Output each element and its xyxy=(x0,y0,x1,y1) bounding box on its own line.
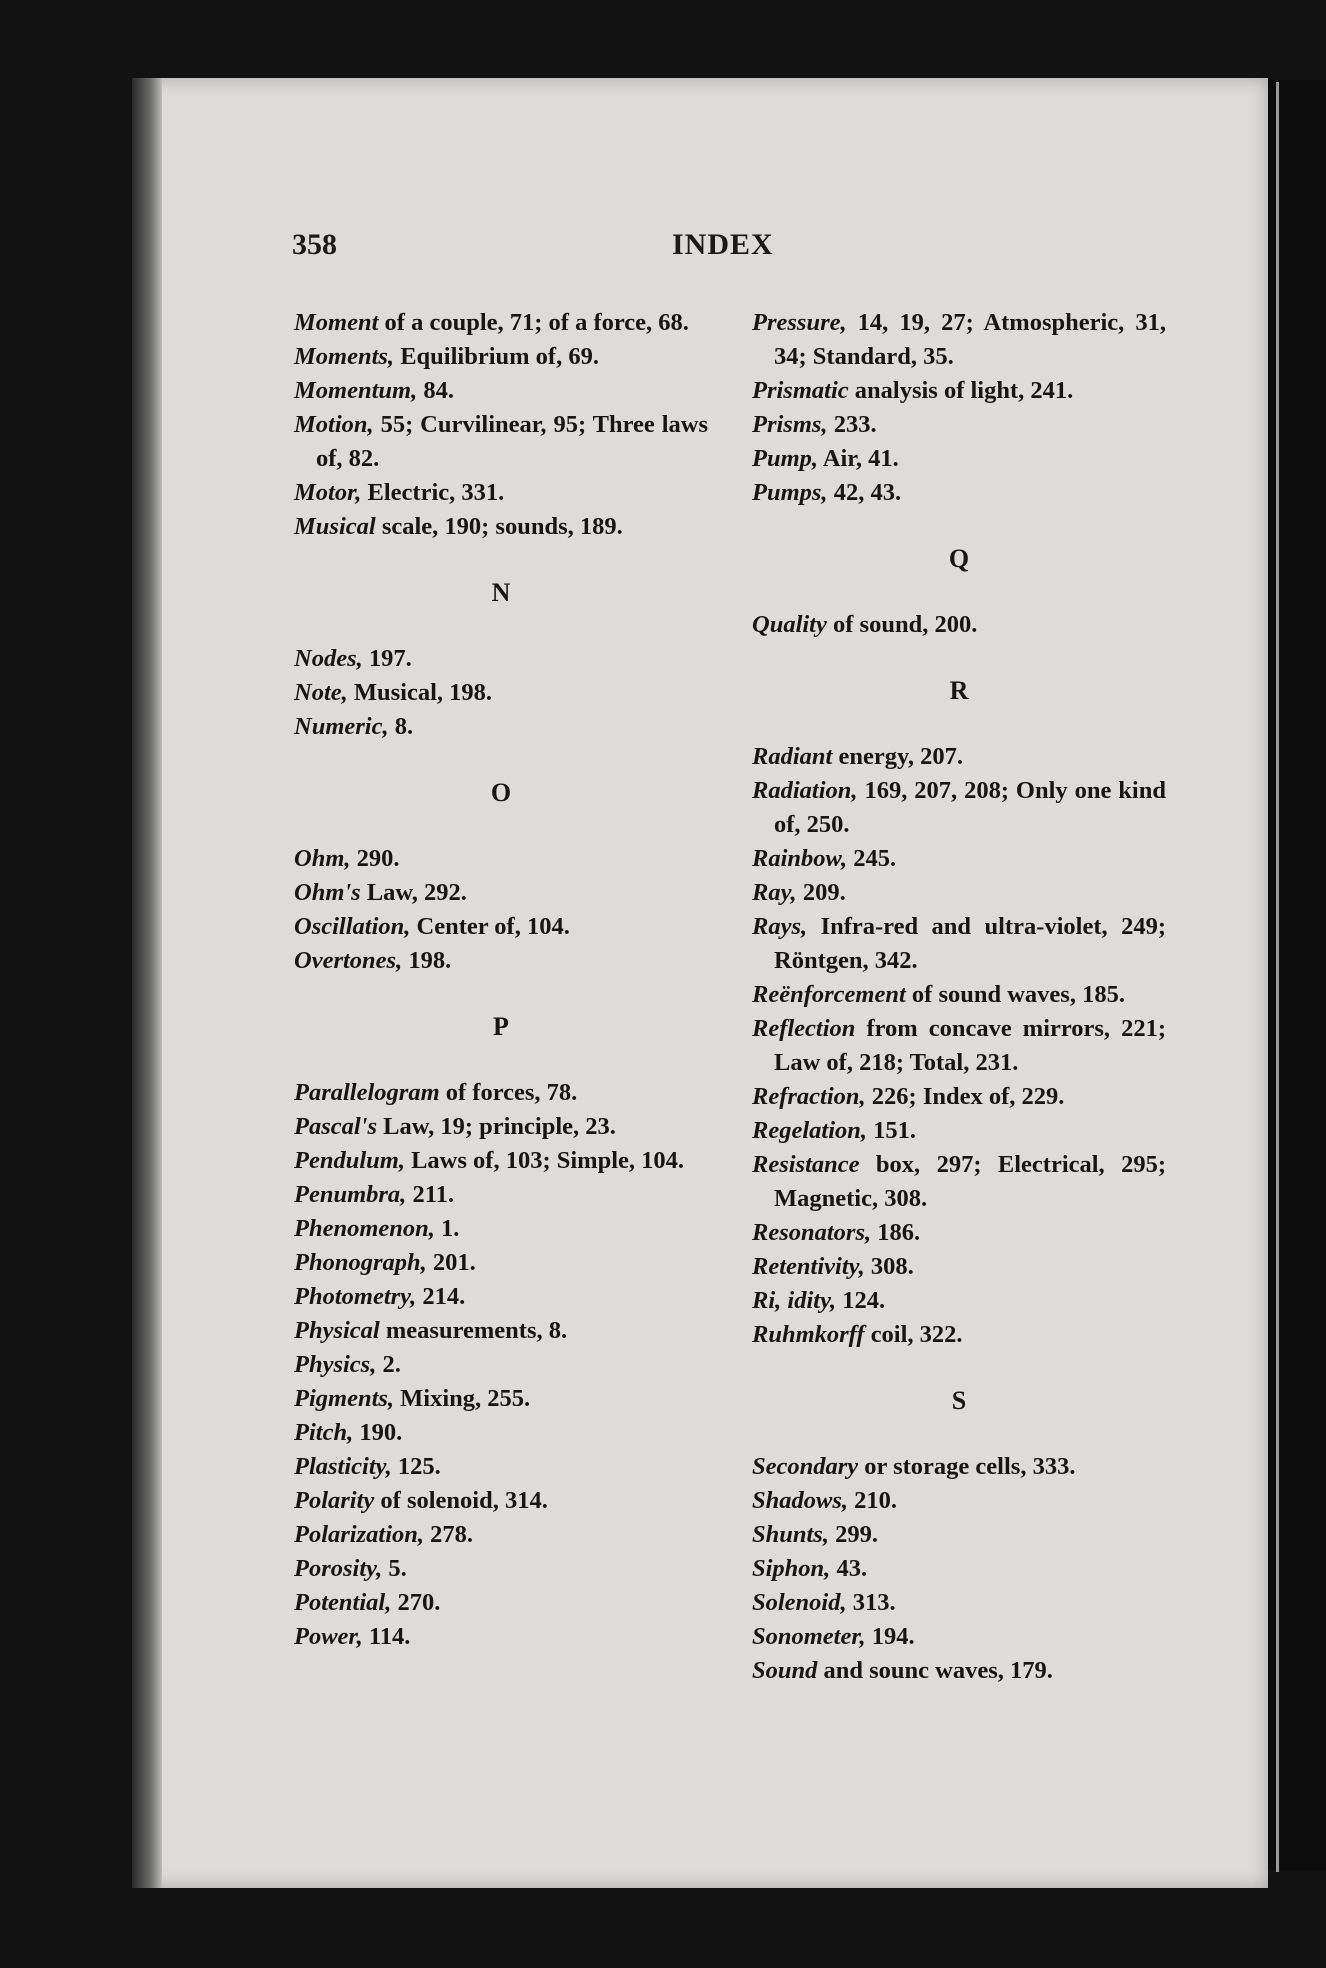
entry-headword: Polarity xyxy=(294,1487,375,1514)
index-entry xyxy=(294,1076,708,1110)
entry-references: 84. xyxy=(417,377,454,404)
running-header xyxy=(292,228,812,268)
entry-references: Laws of, 103; Simple, 104. xyxy=(404,1147,685,1174)
entry-headword: Phenomenon, xyxy=(294,1215,435,1242)
entry-headword: Siphon, xyxy=(752,1555,831,1582)
entry-references: scale, 190; sounds, 189. xyxy=(375,513,623,540)
entry-references: 308. xyxy=(864,1253,914,1280)
entry-headword: Resistance xyxy=(752,1151,860,1178)
entry-references: 124. xyxy=(836,1287,886,1314)
index-entry xyxy=(294,1450,708,1484)
index-entry xyxy=(294,676,708,710)
index-entry xyxy=(752,1284,1166,1318)
entry-references: 190. xyxy=(353,1419,403,1446)
entry-references: of sound waves, 185. xyxy=(905,981,1125,1008)
index-entry xyxy=(294,944,708,978)
entry-headword: Ohm, xyxy=(294,845,351,872)
index-entry xyxy=(294,1416,708,1450)
index-entry xyxy=(294,340,708,374)
entry-headword: Radiant xyxy=(752,743,833,770)
index-entry xyxy=(752,306,1166,374)
entry-references: 201. xyxy=(426,1249,476,1276)
entry-references: Electric, 331. xyxy=(361,479,505,506)
index-entry xyxy=(294,1178,708,1212)
entry-headword: Reflection xyxy=(752,1015,856,1042)
page-number: 358 xyxy=(292,228,337,261)
index-entry xyxy=(294,1280,708,1314)
entry-headword: Reënforcement xyxy=(752,981,906,1008)
entry-headword: Overtones, xyxy=(294,947,403,974)
entry-references: Infra-red and ultra-violet, 249; Röntgen, 342. xyxy=(774,913,1166,974)
entry-headword: Prisms, xyxy=(752,411,828,438)
index-entry xyxy=(752,842,1166,876)
entry-references: 197. xyxy=(362,645,412,672)
section-letter: R xyxy=(949,676,969,705)
entry-headword: Shunts, xyxy=(752,1521,829,1548)
entry-references: 55; Curvilinear, 95; Three laws of, 82. xyxy=(316,411,708,472)
entry-headword: Polarization, xyxy=(294,1521,425,1548)
entry-headword: Resonators, xyxy=(752,1219,872,1246)
entry-references: 5. xyxy=(382,1555,407,1582)
entry-headword: Solenoid, xyxy=(752,1589,847,1616)
entry-headword: Penumbra, xyxy=(294,1181,407,1208)
index-entry xyxy=(752,1250,1166,1284)
entry-references: Mixing, 255. xyxy=(394,1385,531,1412)
entry-references: 270. xyxy=(391,1589,441,1616)
index-entry xyxy=(752,1620,1166,1654)
index-entry xyxy=(294,910,708,944)
index-entry xyxy=(294,510,708,544)
index-column-right xyxy=(752,306,1166,1688)
entry-headword: Motor, xyxy=(294,479,362,506)
index-entry xyxy=(294,876,708,910)
index-entry xyxy=(294,1144,708,1178)
index-entry xyxy=(752,1586,1166,1620)
entry-references: Center of, 104. xyxy=(410,913,570,940)
index-entry xyxy=(294,1212,708,1246)
index-entry xyxy=(752,1484,1166,1518)
entry-references: 313. xyxy=(846,1589,896,1616)
entry-references: of forces, 78. xyxy=(439,1079,578,1106)
index-entry xyxy=(752,442,1166,476)
entry-references: or storage cells, 333. xyxy=(858,1453,1076,1480)
index-entry xyxy=(294,1110,708,1144)
entry-references: Equilibrium of, 69. xyxy=(394,343,599,370)
index-entry xyxy=(752,1518,1166,1552)
entry-references: 245. xyxy=(847,845,897,872)
entry-references: 226; Index of, 229. xyxy=(865,1083,1065,1110)
entry-headword: Pumps, xyxy=(752,479,828,506)
entry-references: Law, 19; principle, 23. xyxy=(377,1113,616,1140)
entry-headword: Rays, xyxy=(752,913,808,940)
entry-headword: Shadows, xyxy=(752,1487,849,1514)
index-entry xyxy=(752,408,1166,442)
index-entry xyxy=(752,1450,1166,1484)
entry-headword: Ri, idity, xyxy=(752,1287,837,1314)
entry-headword: Moment xyxy=(294,309,379,336)
index-entry xyxy=(294,1382,708,1416)
entry-headword: Physics, xyxy=(294,1351,377,1378)
entry-headword: Momentum, xyxy=(294,377,418,404)
entry-headword: Regelation, xyxy=(752,1117,868,1144)
entry-references: 209. xyxy=(796,879,846,906)
entry-references: 114. xyxy=(362,1623,411,1650)
index-entry xyxy=(294,1552,708,1586)
entry-references: 151. xyxy=(867,1117,917,1144)
entry-references: 198. xyxy=(402,947,452,974)
index-entry xyxy=(752,374,1166,408)
index-entry xyxy=(294,1484,708,1518)
entry-references: 194. xyxy=(865,1623,915,1650)
index-entry xyxy=(752,1654,1166,1688)
page-title: INDEX xyxy=(672,228,774,261)
index-entry xyxy=(294,476,708,510)
entry-headword: Oscillation, xyxy=(294,913,411,940)
entry-references: 186. xyxy=(871,1219,921,1246)
entry-headword: Sonometer, xyxy=(752,1623,866,1650)
section-letter: S xyxy=(951,1386,967,1415)
entry-references: coil, 322. xyxy=(864,1321,963,1348)
entry-headword: Ohm's xyxy=(294,879,361,906)
entry-references: analysis of light, 241. xyxy=(848,377,1074,404)
entry-headword: Power, xyxy=(294,1623,363,1650)
index-entry xyxy=(752,740,1166,774)
entry-references: 42, 43. xyxy=(827,479,902,506)
index-entry xyxy=(752,774,1166,842)
index-entry xyxy=(294,374,708,408)
entry-references: 8. xyxy=(388,713,414,740)
entry-references: 299. xyxy=(828,1521,878,1548)
entry-headword: Pump, xyxy=(752,445,819,472)
index-entry xyxy=(752,1552,1166,1586)
index-entry xyxy=(752,910,1166,978)
section-letter: N xyxy=(491,578,511,607)
entry-references: 233. xyxy=(827,411,877,438)
index-entry xyxy=(294,1246,708,1280)
index-entry xyxy=(752,1114,1166,1148)
entry-references: 211. xyxy=(406,1181,454,1208)
index-entry xyxy=(752,978,1166,1012)
index-entry xyxy=(294,710,708,744)
entry-headword: Motion, xyxy=(294,411,374,438)
entry-headword: Pendulum, xyxy=(294,1147,405,1174)
index-entry xyxy=(294,306,708,340)
entry-headword: Pressure, xyxy=(752,309,847,336)
entry-references: 290. xyxy=(350,845,400,872)
index-entry xyxy=(294,1620,708,1654)
entry-headword: Nodes, xyxy=(294,645,363,672)
entry-references: 43. xyxy=(830,1555,868,1582)
entry-references: 1. xyxy=(434,1215,460,1242)
entry-references: 14, 19, 27; Atmospheric, 31, 34; Standard, 35. xyxy=(774,309,1166,370)
entry-headword: Physical xyxy=(294,1317,380,1344)
index-column-left xyxy=(294,306,708,1654)
entry-references: of a couple, 71; of a force, 68. xyxy=(378,309,689,336)
entry-headword: Ray, xyxy=(752,879,797,906)
entry-headword: Retentivity, xyxy=(752,1253,865,1280)
entry-references: 169, 207, 208; Only one kind of, 250. xyxy=(774,777,1166,838)
entry-headword: Pigments, xyxy=(294,1385,395,1412)
entry-headword: Rainbow, xyxy=(752,845,848,872)
section-letter: O xyxy=(490,778,512,807)
index-entry xyxy=(752,876,1166,910)
entry-headword: Plasticity, xyxy=(294,1453,392,1480)
index-entry xyxy=(752,1148,1166,1216)
entry-headword: Secondary xyxy=(752,1453,859,1480)
entry-headword: Radiation, xyxy=(752,777,858,804)
section-letter: P xyxy=(493,1012,509,1041)
index-entry xyxy=(294,1348,708,1382)
entry-references: 210. xyxy=(848,1487,898,1514)
entry-headword: Note, xyxy=(294,679,348,706)
entry-headword: Potential, xyxy=(294,1589,392,1616)
index-entry xyxy=(294,1586,708,1620)
entry-headword: Pascal's xyxy=(294,1113,378,1140)
entry-references: of solenoid, 314. xyxy=(374,1487,548,1514)
entry-references: energy, 207. xyxy=(832,743,963,770)
index-entry xyxy=(752,476,1166,510)
entry-headword: Photometry, xyxy=(294,1283,417,1310)
entry-references: 125. xyxy=(391,1453,441,1480)
entry-references: Musical, 198. xyxy=(347,679,493,706)
entry-references: from concave mirrors, 221; Law of, 218; Total, 231. xyxy=(774,1015,1166,1076)
entry-headword: Parallelogram xyxy=(294,1079,440,1106)
entry-headword: Pitch, xyxy=(294,1419,354,1446)
index-entry xyxy=(752,608,1166,642)
index-entry xyxy=(752,1216,1166,1250)
section-letter: Q xyxy=(948,544,970,573)
entry-headword: Numeric, xyxy=(294,713,389,740)
entry-references: Law, 292. xyxy=(360,879,467,906)
entry-headword: Sound xyxy=(752,1657,818,1684)
entry-references: measurements, 8. xyxy=(379,1317,568,1344)
index-entry xyxy=(294,1314,708,1348)
entry-references: Air, 41. xyxy=(818,445,899,472)
index-entry xyxy=(294,408,708,476)
entry-headword: Ruhmkorff xyxy=(752,1321,865,1348)
book-binding xyxy=(132,78,162,1888)
index-entry xyxy=(294,1518,708,1552)
entry-headword: Musical xyxy=(294,513,376,540)
index-entry xyxy=(752,1318,1166,1352)
entry-references: of sound, 200. xyxy=(826,611,978,638)
entry-headword: Prismatic xyxy=(752,377,849,404)
index-entry xyxy=(294,842,708,876)
page-edge-line xyxy=(1276,82,1279,1872)
entry-headword: Quality xyxy=(752,611,827,638)
entry-references: box, 297; Electrical, 295; Magnetic, 308. xyxy=(774,1151,1166,1212)
entry-references: 214. xyxy=(416,1283,466,1310)
entry-references: and sounc waves, 179. xyxy=(817,1657,1053,1684)
entry-headword: Moments, xyxy=(294,343,395,370)
entry-headword: Refraction, xyxy=(752,1083,866,1110)
entry-headword: Porosity, xyxy=(294,1555,383,1582)
index-entry xyxy=(294,642,708,676)
index-entry xyxy=(752,1012,1166,1080)
index-entry xyxy=(752,1080,1166,1114)
entry-references: 278. xyxy=(424,1521,474,1548)
entry-references: 2. xyxy=(376,1351,401,1378)
entry-headword: Phonograph, xyxy=(294,1249,427,1276)
